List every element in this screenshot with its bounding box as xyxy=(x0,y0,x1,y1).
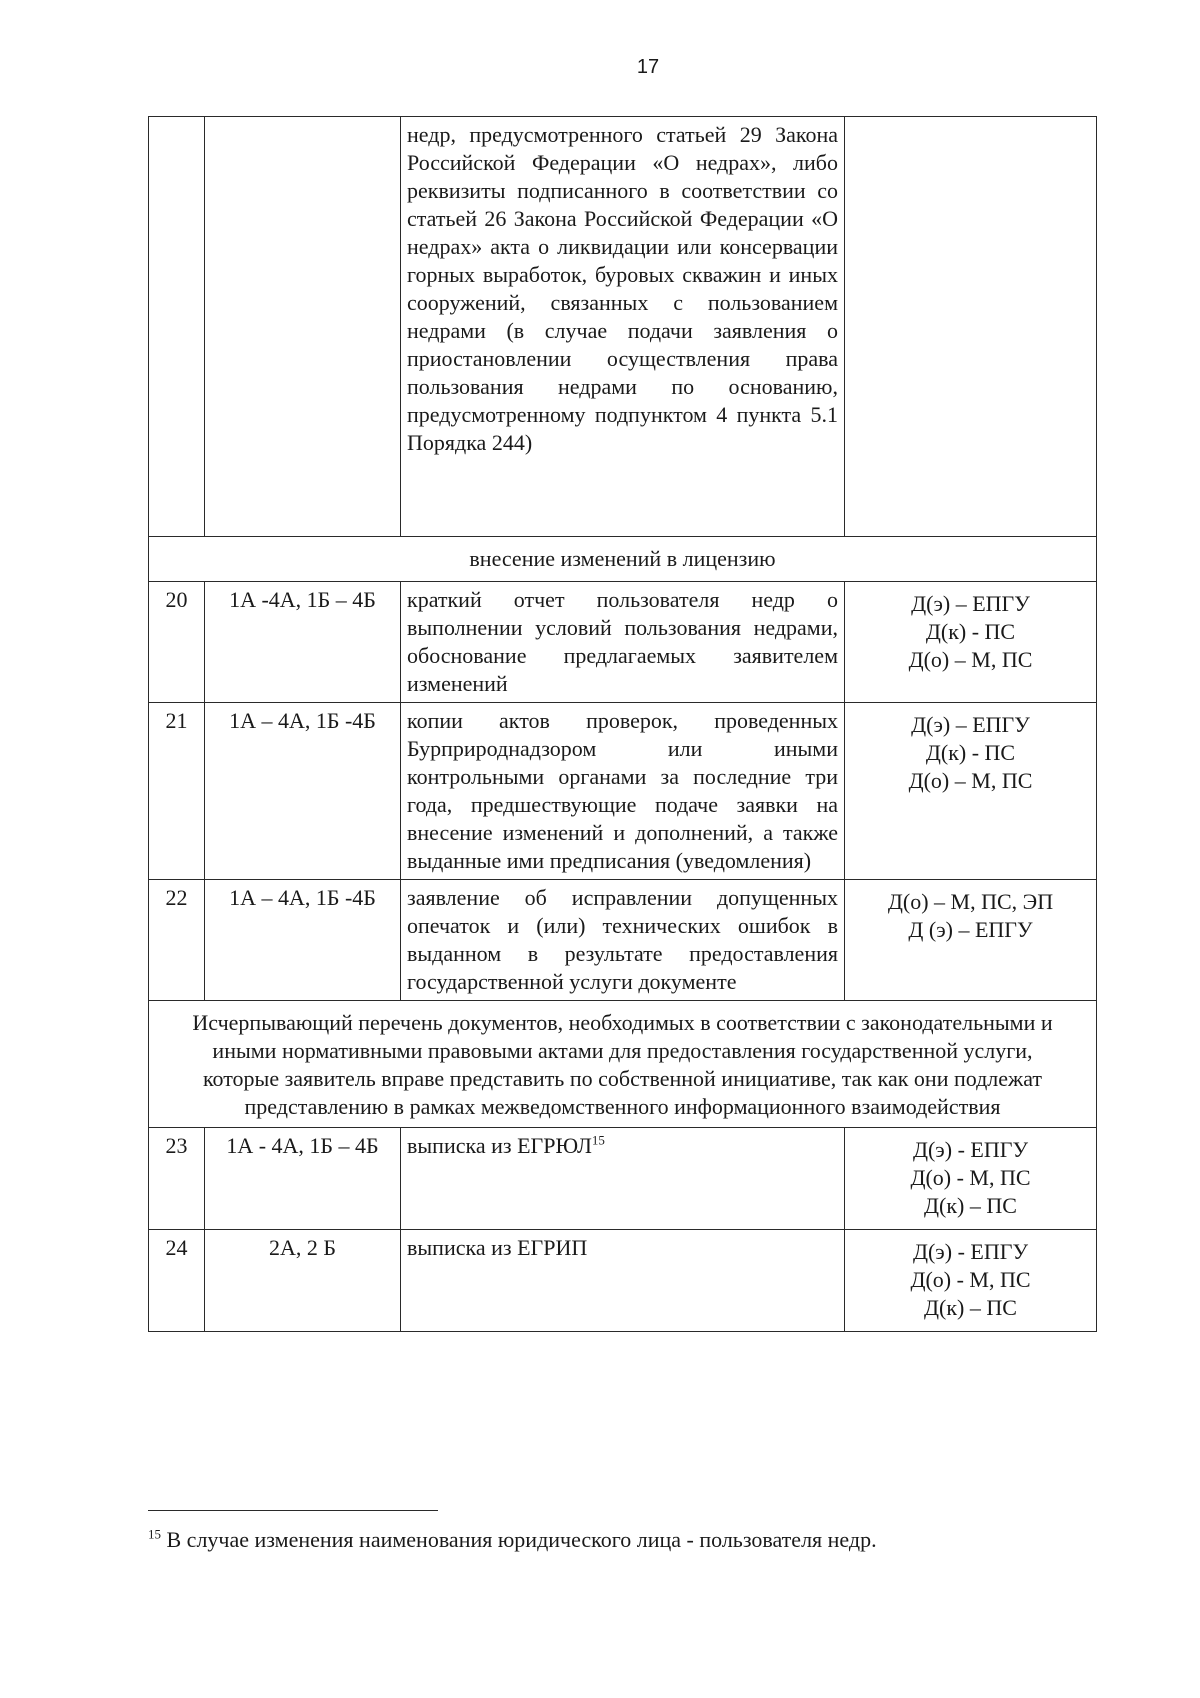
footnote-text: В случае изменения наименования юридического лица - пользователя недр. xyxy=(161,1527,877,1552)
form-line: Д(к) - ПС xyxy=(925,619,1016,644)
row-code: 1А – 4А, 1Б -4Б xyxy=(205,880,401,1001)
row-code: 1А - 4А, 1Б – 4Б xyxy=(205,1128,401,1230)
row-forms xyxy=(845,703,1097,880)
row-number: 21 xyxy=(149,703,205,880)
row-description-cell: недр, предусмотренного статьей 29 Закона Российской Федерации «О недрах», либо реквизиты подписанного в соответствии со статьей 26 Закона Российской Федерации «О недрах» акта о ликвидации или консервации горных выработок, буровых скважин и иных сооружений, связанных с пользованием недрами (в случае подачи заявления о приостановлении осуществления права пользования недрами по основанию, предусмотренному подпунктом 4 пункта 5.1 Порядка 244) xyxy=(401,117,845,537)
form-line: Д(э) – ЕПГУ xyxy=(911,591,1030,616)
footnote-separator xyxy=(148,1510,438,1511)
row-code: 1А – 4А, 1Б -4Б xyxy=(205,703,401,880)
form-line: Д(э) – ЕПГУ xyxy=(911,712,1030,737)
row-forms xyxy=(845,880,1097,1001)
form-line: Д(э) - ЕПГУ xyxy=(912,1239,1029,1264)
row-code-cell xyxy=(205,117,401,537)
table-row xyxy=(149,1230,1097,1332)
page-number: 17 xyxy=(636,56,660,78)
row-forms xyxy=(845,1230,1097,1332)
table-row xyxy=(149,880,1097,1001)
form-line: Д(о) – М, ПС xyxy=(908,647,1033,672)
table-row-continued xyxy=(149,117,1097,537)
row-description: заявление об исправлении допущенных опечаток и (или) технических ошибок в выданном в результате предоставления государственной услуги документе xyxy=(401,880,845,1001)
form-line: Д(э) - ЕПГУ xyxy=(912,1137,1029,1162)
row-forms xyxy=(845,582,1097,703)
section-header-row xyxy=(149,1001,1097,1128)
section-title: внесение изменений в лицензию xyxy=(149,537,1097,582)
documents-table xyxy=(148,116,1097,1332)
table-row xyxy=(149,1128,1097,1230)
form-line: Д(к) – ПС xyxy=(924,1193,1017,1218)
table-row xyxy=(149,582,1097,703)
row-number: 20 xyxy=(149,582,205,703)
form-line: Д(о) - М, ПС xyxy=(910,1267,1031,1292)
footnote xyxy=(148,1526,1048,1554)
section-header-row xyxy=(149,537,1097,582)
row-code: 2А, 2 Б xyxy=(205,1230,401,1332)
row-forms xyxy=(845,1128,1097,1230)
table-row xyxy=(149,703,1097,880)
form-line: Д(к) - ПС xyxy=(925,740,1016,765)
row-description-text: выписка из ЕГРЮЛ xyxy=(407,1133,592,1158)
row-number: 24 xyxy=(149,1230,205,1332)
form-line: Д(о) – М, ПС, ЭП xyxy=(887,889,1054,914)
footnote-reference: 15 xyxy=(591,1132,605,1148)
row-number-cell xyxy=(149,117,205,537)
row-number: 22 xyxy=(149,880,205,1001)
row-description xyxy=(401,1128,845,1230)
form-line: Д(о) – М, ПС xyxy=(908,768,1033,793)
row-description: краткий отчет пользователя недр о выполнении условий пользования недрами, обоснование предлагаемых заявителем изменений xyxy=(401,582,845,703)
row-form-cell xyxy=(845,117,1097,537)
row-code: 1А -4А, 1Б – 4Б xyxy=(205,582,401,703)
row-number: 23 xyxy=(149,1128,205,1230)
footnote-mark: 15 xyxy=(148,1526,161,1542)
form-line: Д (э) – ЕПГУ xyxy=(908,917,1033,942)
row-description: выписка из ЕГРИП xyxy=(401,1230,845,1332)
row-description: копии актов проверок, проведенных Бурприроднадзором или иными контрольными органами за последние три года, предшествующие подаче заявки на внесение изменений и дополнений, а также выданные ими предписания (уведомления) xyxy=(401,703,845,880)
section-title: Исчерпывающий перечень документов, необходимых в соответствии с законодательными и иными нормативными правовыми актами для предоставления государственной услуги, которые заявитель вправе представить по собственной инициативе, так как они подлежат представлению в рамках межведомственного информационного взаимодействия xyxy=(149,1001,1097,1128)
form-line: Д(о) - М, ПС xyxy=(910,1165,1031,1190)
form-line: Д(к) – ПС xyxy=(924,1295,1017,1320)
